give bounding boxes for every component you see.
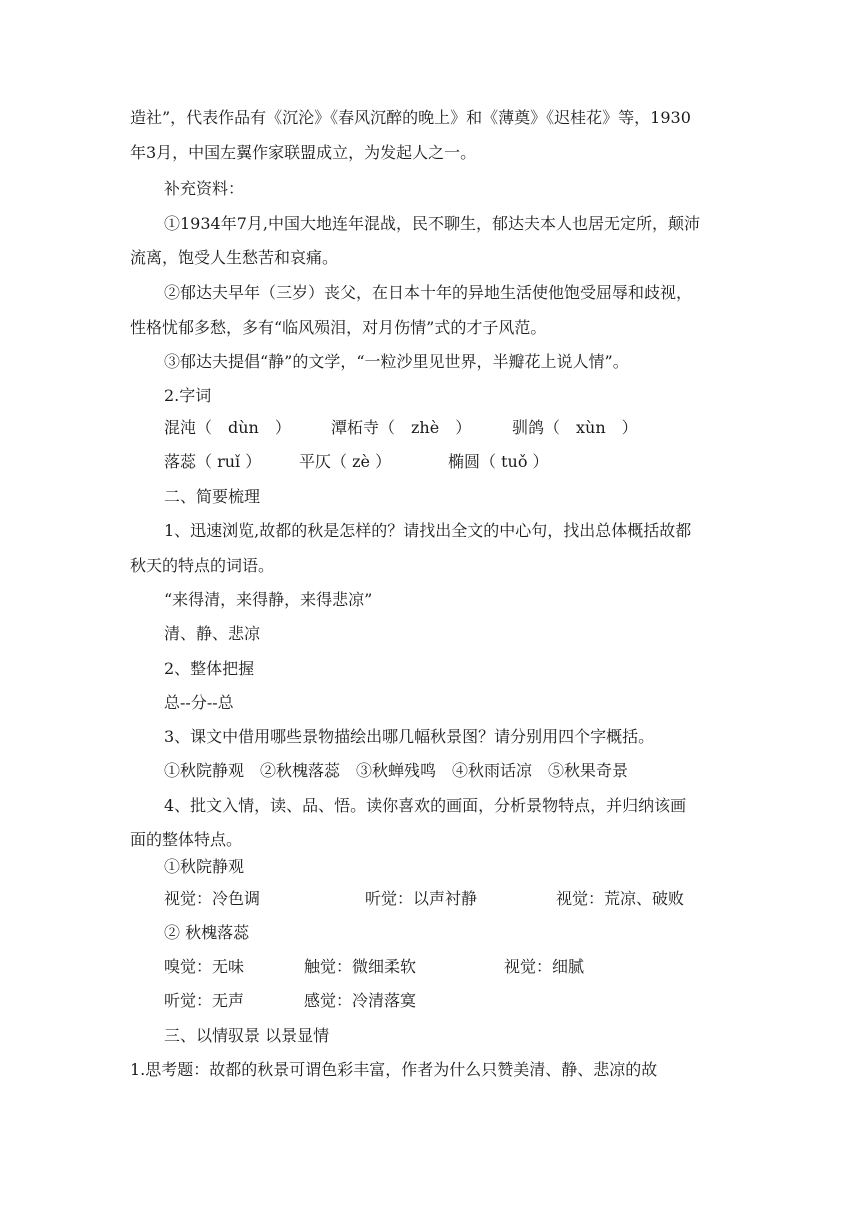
paragraph-line <box>130 108 740 128</box>
vocab-item: 混沌（ dùn ） <box>164 418 291 437</box>
paragraph-line: ③郁达夫提倡“静”的文学，“一粒沙里见世界，半瓣花上说人情”。 <box>164 352 629 371</box>
text-run: 1.思考题：故都的秋景可谓色彩丰富，作者为什么只赞美清、静、悲凉的故 <box>130 1060 658 1079</box>
vocab-item: 潭柘寺（ zhè ） <box>331 418 472 437</box>
answer-line: 清、静、悲凉 <box>164 624 261 643</box>
analysis-item: 视觉：冷色调 <box>164 889 261 908</box>
analysis-item: 感觉：冷清落寞 <box>304 991 417 1010</box>
text-run: 造社”，代表作品有《沉沦》《春风沉醉的晚上》和《薄奠》《迟桂花》等，1930 <box>130 108 691 127</box>
paragraph-line: ②郁达夫早年（三岁）丧父，在日本十年的异地生活使他饱受屈辱和歧视， <box>164 283 693 302</box>
question-line <box>130 1060 740 1080</box>
vocab-item: 椭圆（ tuǒ ） <box>448 452 549 471</box>
analysis-item: 视觉：荒凉、破败 <box>556 889 685 908</box>
analysis-item: 视觉：细腻 <box>504 957 585 976</box>
paragraph-line: 性格忧郁多愁，多有“临风殒泪，对月伤情”式的才子风范。 <box>130 318 547 337</box>
analysis-item: 听觉：无声 <box>164 991 245 1010</box>
answer-line: 总--分--总 <box>164 693 234 712</box>
question-line: 面的整体特点。 <box>130 830 243 849</box>
paragraph-line: ①1934年7月,中国大地连年混战，民不聊生，郁达夫本人也居无定所，颠沛 <box>164 214 700 233</box>
section-heading: 三、以情驭景 以景显情 <box>164 1026 330 1045</box>
analysis-item: 嗅觉：无味 <box>164 957 245 976</box>
section-heading: 2.字词 <box>164 386 212 405</box>
section-label: 补充资料： <box>164 179 245 198</box>
subheading: ①秋院静观 <box>164 857 245 876</box>
vocab-item: 平仄（ zè ） <box>299 452 392 471</box>
question-line: 秋天的特点的词语。 <box>130 556 275 575</box>
analysis-item: 触觉：微细柔软 <box>304 957 417 976</box>
answer-line: ①秋院静观 ②秋槐落蕊 ③秋蝉残鸣 ④秋雨话凉 ⑤秋果奇景 <box>164 761 629 780</box>
vocab-item: 驯鸽（ xùn ） <box>512 418 638 437</box>
question-line: 2、整体把握 <box>164 659 255 678</box>
paragraph-line: 年3月，中国左翼作家联盟成立，为发起人之一。 <box>130 143 477 162</box>
answer-line: “来得清，来得静，来得悲凉” <box>164 590 373 609</box>
paragraph-line: 流离，饱受人生愁苦和哀痛。 <box>130 248 339 267</box>
question-line: 3、课文中借用哪些景物描绘出哪几幅秋景图？请分别用四个字概括。 <box>164 727 655 746</box>
analysis-item: 听觉：以声衬静 <box>365 889 478 908</box>
question-line: 4、批文入情，读、品、悟。读你喜欢的画面，分析景物特点，并归纳该画 <box>164 796 687 815</box>
section-heading: 二、简要梳理 <box>164 487 261 506</box>
question-line: 1、迅速浏览,故都的秋是怎样的？请找出全文的中心句，找出总体概括故都 <box>164 521 692 540</box>
subheading: ② 秋槐落蕊 <box>164 923 250 942</box>
vocab-item: 落蕊（ ruǐ ） <box>164 452 262 471</box>
